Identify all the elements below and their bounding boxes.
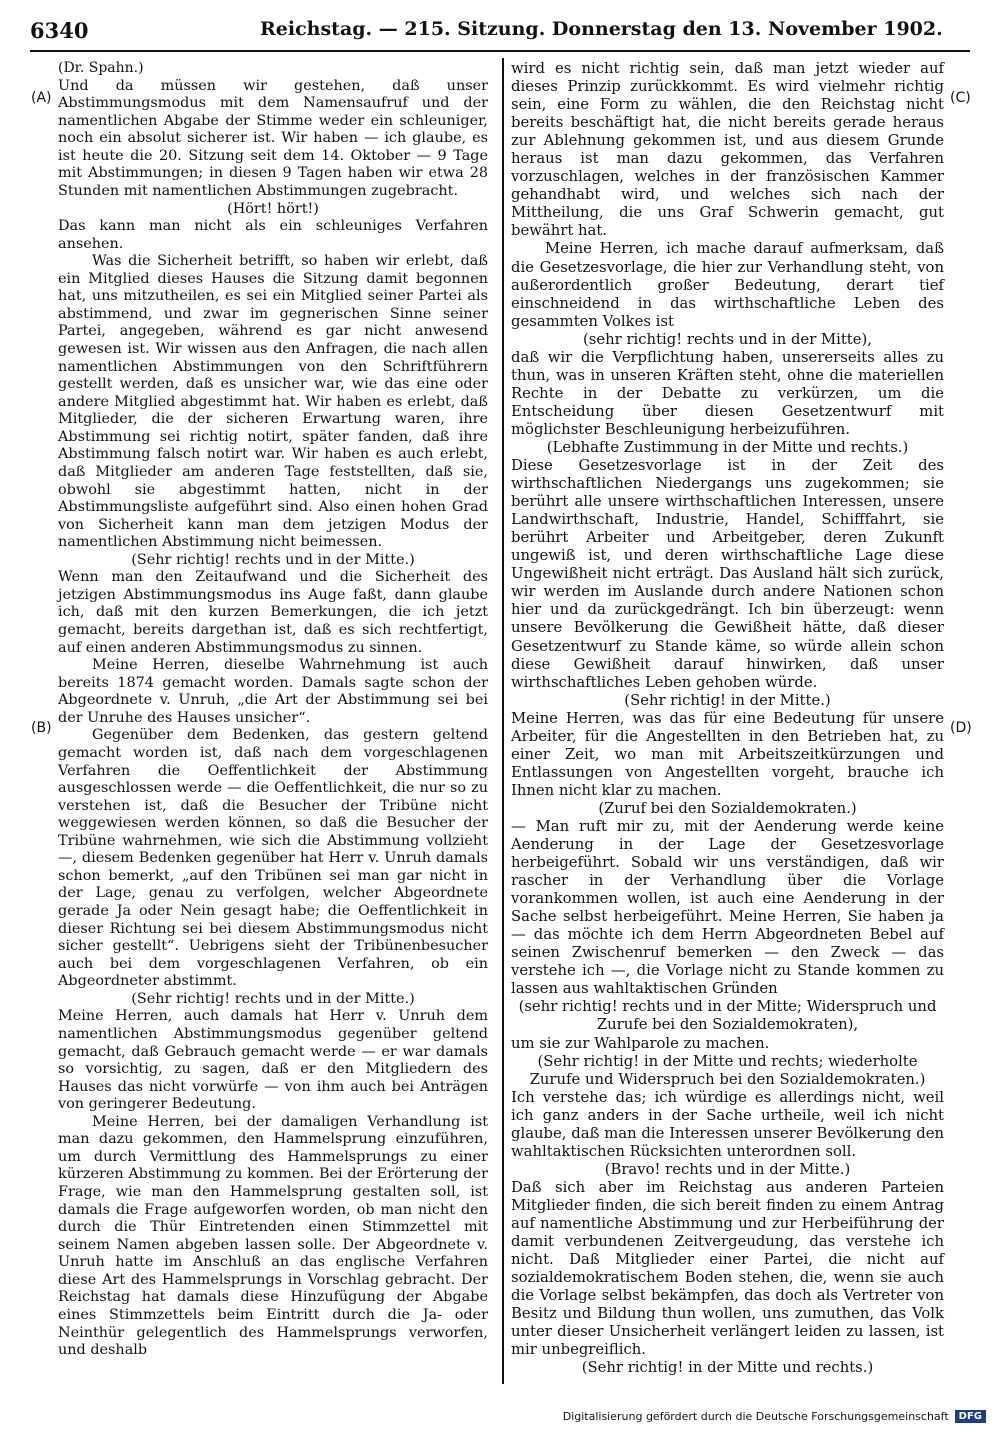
page-number: 6340 bbox=[30, 18, 89, 43]
interjection: (Sehr richtig! rechts und in der Mitte.) bbox=[131, 990, 415, 1007]
paragraph: Ich verstehe das; ich würdige es allerdings nicht, weil ich ganz anders in der Sache urtheile, weil ich nicht glaube, daß man die Interessen unserer Bevölkerung den wahltaktischen Rücksichten unterordnen soll. bbox=[511, 1088, 944, 1160]
interjection: (Lebhafte Zustimmung in der Mitte und rechts.) bbox=[546, 438, 909, 456]
paragraph: daß wir die Verpflichtung haben, unsererseits alles zu thun, was in unseren Kräften steht, ohne die materiellen Rechte in der Debatte zu verkürzen, um die Entscheidung über diesen Gesetzentwurf mit möglichster Beschleunigung herbeizuführen. bbox=[511, 348, 944, 438]
page-header bbox=[30, 14, 970, 52]
paragraph: wird es nicht richtig sein, daß man jetzt wieder auf dieses Prinzip zurückkommt. Es wird vielmehr richtig sein, eine Form zu wählen, die den Reichstag nicht bereits beschäftigt hat, die nicht bereits gerade heraus zur Ablehnung gekommen ist, und aus diesem Grunde heraus ist man dazu gekommen, das Verfahren vorzuschlagen, welches in der französischen Kammer gehandhabt wird, und welches sich nach der Mittheilung, die uns Graf Schwerin gemacht, gut bewährt hat. bbox=[511, 60, 944, 240]
column-divider bbox=[502, 58, 504, 1384]
paragraph: Und da müssen wir gestehen, daß unser Abstimmungsmodus mit dem Namensaufruf und der namentlichen Abgabe der Stimme weder ein schleuniger, noch ein absolut sicherer ist. Wir haben — ich glaube, es ist heute die 20. Sitzung seit dem 14. Oktober — 9 Tage mit Abstimmungen; in diesen 9 Tagen haben wir etwa 28 Stunden mit namentlichen Abstimmungen zugebracht. bbox=[58, 77, 488, 199]
right-column bbox=[511, 60, 944, 1377]
paragraph: — Man ruft mir zu, mit der Aenderung werde keine Aenderung in der Lage der Gesetzesvorlage herbeigeführt. Sobald wir uns verständigen, daß wir rascher in der Verhandlung über die Vorlage vorankommen wollen, ist auch eine Aenderung in der Sache selbst herbeigeführt. Meine Herren, Sie haben ja — das möchte ich dem Herrn Abgeordneten Bebel auf seinen Zwischenruf bemerken — den Zweck — das verstehe ich —, die Vorlage nicht zu Stande kommen zu lassen aus wahltaktischen Gründen bbox=[511, 817, 944, 998]
paragraph: Meine Herren, auch damals hat Herr v. Unruh dem namentlichen Abstimmungsmodus gegenüber geltend gemacht, daß Gebrauch gemacht werde — er war damals so vorsichtig, zu sagen, daß er den Mitgliedern des Hauses das nicht vorwürfe — von ihm auch bei Anträgen von geringerer Bedeutung. bbox=[58, 1008, 488, 1113]
margin-mark-d: (D) bbox=[950, 720, 972, 736]
paragraph: Daß sich aber im Reichstag aus anderen Parteien Mitglieder finden, die sich bereit finden zu einem Antrag auf namentliche Abstimmung und zur Herbeiführung der damit verbundenen Zeitvergeudung, das verstehe ich nicht. Daß Mitglieder einer Partei, die nicht auf sozialdemokratischem Boden stehen, die, wenn sie auch die Vorlage selbst bekämpfen, das doch als Vertreter von Besitz und Bildung thun wollen, uns zumuthen, das Volk unter dieser Unsicherheit verlängert leiden zu lassen, ist mir unbegreiflich. bbox=[511, 1178, 944, 1359]
running-title: Reichstag. — 215. Sitzung. Donnerstag den 13. November 1902. bbox=[260, 18, 943, 40]
paragraph: Meine Herren, was das für eine Bedeutung für unsere Arbeiter, für die Angestellten in den Betrieben hat, zu einer Zeit, wo man mit Arbeitszeitkürzungen und Entlassungen von Angestellten vorgeht, brauche ich Ihnen nicht klar zu machen. bbox=[511, 709, 944, 799]
interjection: (Sehr richtig! in der Mitte.) bbox=[624, 691, 831, 709]
margin-mark-b: (B) bbox=[31, 720, 52, 736]
interjection: (Sehr richtig! in der Mitte und rechts; wiederholte Zurufe und Widerspruch bei den Sozialdemokraten.) bbox=[529, 1052, 926, 1088]
paragraph: Meine Herren, dieselbe Wahrnehmung ist auch bereits 1874 gemacht worden. Damals sagte schon der Abgeordnete v. Unruh, „die Art der Abstimmung sei bei der Unruhe des Hauses unsicher“. bbox=[58, 657, 488, 726]
interjection: (Zuruf bei den Sozialdemokraten.) bbox=[598, 799, 857, 817]
paragraph: Gegenüber dem Bedenken, das gestern geltend gemacht worden ist, daß nach dem vorgeschlagenen Verfahren die Oeffentlichkeit der Abstimmung ausgeschlossen werde — die Oeffentlichkeit, die nur so zu verstehen ist, daß die Besucher der Tribüne nicht weggewiesen werden können, so daß die Besucher der Tribüne wahrnehmen, wie sich die Abstimmung vollzieht —, diesem Bedenken gegenüber hat Herr v. Unruh damals schon bemerkt, „auf den Tribünen sei man gar nicht in der Lage, genau zu verfolgen, welcher Abgeordnete gerade Ja oder Nein gesagt habe; die Oeffentlichkeit in dieser Richtung sei bei diesem Abstimmungsmodus nicht sicher gestellt“. Uebrigens sieht der Tribünenbesucher auch bei dem vorgeschlagenen Verfahren, ob ein Abgeordneter abstimmt. bbox=[58, 727, 488, 990]
margin-mark-c: (C) bbox=[950, 90, 971, 106]
footer bbox=[563, 1410, 986, 1423]
paragraph: Was die Sicherheit betrifft, so haben wir erlebt, daß ein Mitglied dieses Hauses die Sitzung damit begonnen hat, uns mitzutheilen, es sei ein Mitglied seiner Partei als abstimmend, und zwar im gegnerischen Sinne seiner Partei, angegeben, während es gar nicht anwesend gewesen ist. Wir wissen aus den Anfragen, die nach allen namentlichen Abstimmungen von den Schriftführern gestellt werden, daß es unsicher war, wie das eine oder andere Mitglied abgestimmt hat. Wir haben es erlebt, daß Mitglieder, die der sicheren Erwartung waren, ihre Abstimmung sei richtig notirt, später fanden, daß ihre Abstimmung falsch notirt war. Wir haben es auch erlebt, daß Mitglieder am anderen Tage feststellten, daß sie, obwohl sie abgestimmt hatten, nicht in der Abstimmungsliste aufgeführt sind. Also einen hohen Grad von Sicherheit kann man dem jetzigen Modus der namentlichen Abstimmung nicht beimessen. bbox=[58, 253, 488, 551]
paragraph: Meine Herren, ich mache darauf aufmerksam, daß die Gesetzesvorlage, die hier zur Verhandlung steht, von außerordentlich großer Bedeutung, derart tief einschneidend in das wirthschaftliche Leben des gesammten Volkes ist bbox=[511, 240, 944, 330]
interjection: (Bravo! rechts und in der Mitte.) bbox=[604, 1160, 851, 1178]
funding-notice: Digitalisierung gefördert durch die Deutsche Forschungsgemeinschaft bbox=[562, 1410, 949, 1423]
paragraph: Wenn man den Zeitaufwand und die Sicherheit des jetzigen Abstimmungsmodus ins Auge faßt, dann glaube ich, daß mit den kurzen Bemerkungen, die ich jetzt gemacht, bereits dargethan ist, daß es sich rechtfertigt, auf einen anderen Abstimmungsmodus zu sinnen. bbox=[58, 569, 488, 656]
interjection: (Hört! hört!) bbox=[227, 200, 319, 217]
paragraph: Diese Gesetzesvorlage ist in der Zeit des wirthschaftlichen Niedergangs uns zugekommen; sie berührt alle unsere wirthschaftlichen Interessen, unsere Landwirthschaft, Industrie, Handel, Schifffahrt, sie berührt Arbeiter und Arbeitgeber, deren Zukunft ungewiß ist, und deren wirthschaftliche Lage diese Ungewißheit nicht erträgt. Das Ausland hält sich zurück, wir werden im Auslande durch andere Nationen schon hier und da zurückgedrängt. Ich bin überzeugt: wenn unsere Bevölkerung die Gewißheit hätte, daß dieser Gesetzentwurf zu Stande käme, so würde allein schon diese Gewißheit darauf hinwirken, daß unser wirthschaftliches Leben gehoben würde. bbox=[511, 457, 944, 691]
interjection: (sehr richtig! rechts und in der Mitte), bbox=[583, 330, 872, 348]
speaker-name: (Dr. Spahn.) bbox=[58, 60, 144, 76]
interjection: (Sehr richtig! in der Mitte und rechts.) bbox=[581, 1359, 874, 1377]
interjection: (Sehr richtig! rechts und in der Mitte.) bbox=[131, 551, 415, 568]
interjection: (sehr richtig! rechts und in der Mitte; Widerspruch und Zurufe bei den Sozialdemokraten), bbox=[518, 998, 937, 1034]
paragraph: Meine Herren, bei der damaligen Verhandlung ist man dazu gekommen, den Hammelsprung einzuführen, um durch Vermittlung des Hammelsprungs zu einer kürzeren Abstimmung zu kommen. Bei der Erörterung der Frage, wie man den Hammelsprung gestalten soll, ist damals die Frage aufgeworfen worden, ob man nicht den durch die Thür Eintretenden einen Stimmzettel mit seinem Namen abgeben lassen solle. Der Abgeordnete v. Unruh hatte im Anschluß an das englische Verfahren diese Art des Hammelsprungs in Vorschlag gebracht. Der Reichstag hat damals diese Hinzufügung der Abgabe eines Stimmzettels beim Eintritt durch die Ja- oder Neinthür gelegentlich des Hammelsprungs verworfen, und deshalb bbox=[58, 1113, 488, 1359]
left-column bbox=[58, 60, 488, 1360]
paragraph: um sie zur Wahlparole zu machen. bbox=[511, 1034, 770, 1052]
paragraph: Das kann man nicht als ein schleuniges Verfahren ansehen. bbox=[58, 218, 488, 252]
dfg-logo-icon: DFG bbox=[955, 1410, 986, 1423]
margin-mark-a: (A) bbox=[31, 90, 52, 106]
